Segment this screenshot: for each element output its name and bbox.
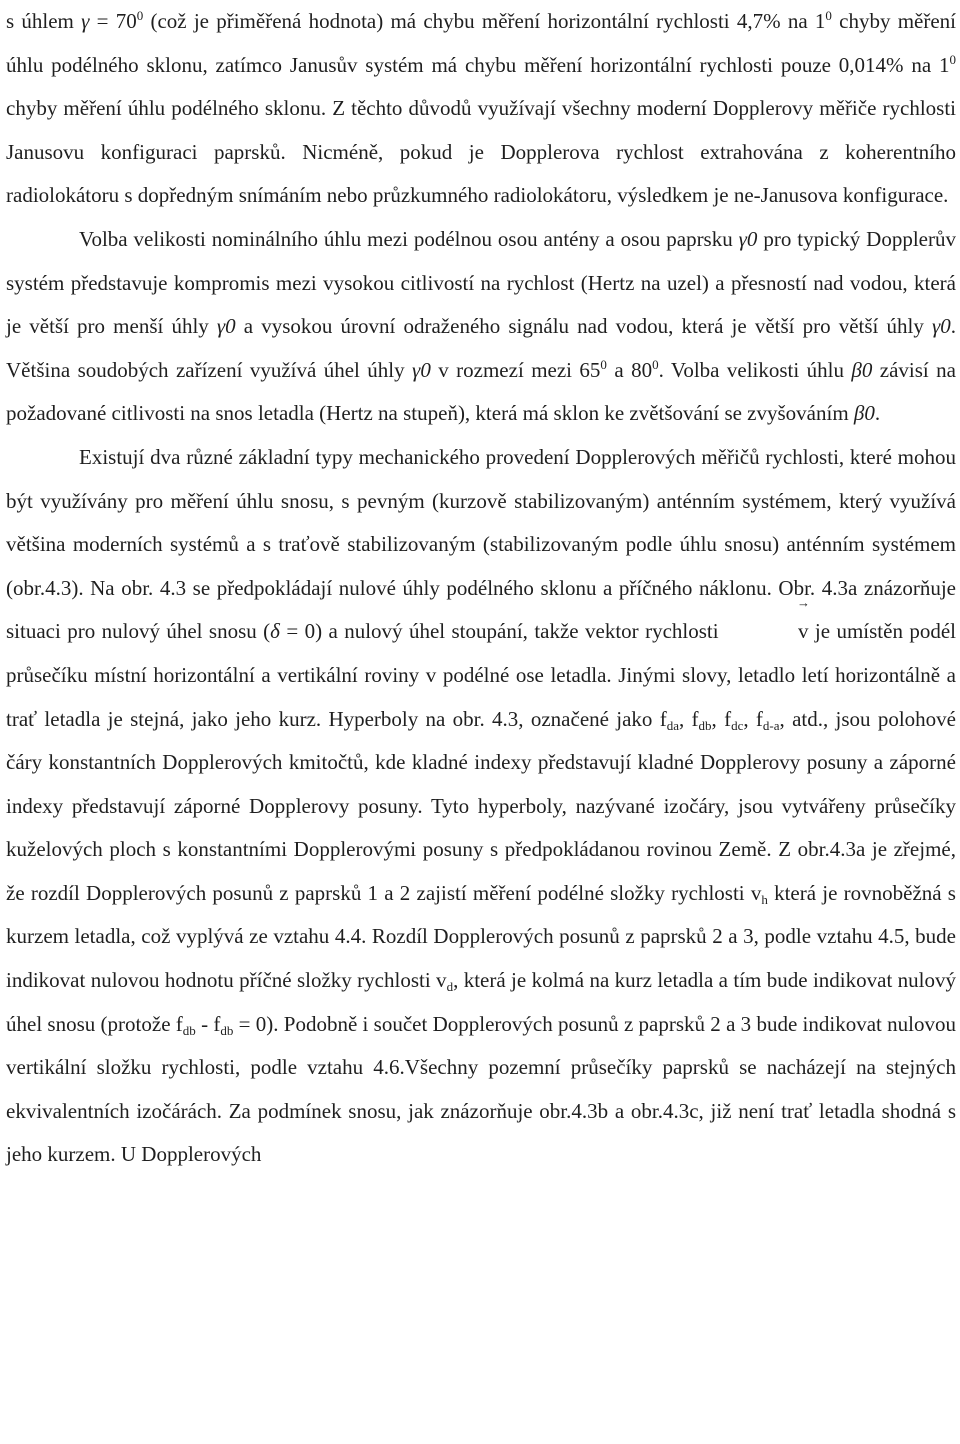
delta-symbol: δ bbox=[270, 619, 280, 644]
paragraph-beam-angle: Volba velikosti nominálního úhlu mezi podélnou osou antény a osou paprsku γ0 pro typický Dopplerův systém představuje kompromis mezi vysokou citlivostí na rychlost (Hertz na uzel) a přesností nad vodou, která je větší pro menší úhly γ0 a vysokou úrovní odraženého signálu nad vodou, která je větší pro větší úhly γ0. Většina soudobých zařízení využívá úhel úhly γ0 v rozmezí mezi $65^0$ a $80^0$. Volba velikosti úhlu β0 závisí na požadované citlivosti na snos letadla (Hertz na stupeň), která má sklon ke zvětšování se zvyšováním β0. bbox=[6, 226, 956, 426]
document-page bbox=[6, 0, 956, 1177]
gamma0-symbol: γ0 bbox=[216, 314, 236, 339]
paragraph-janus-accuracy: s úhlem $\gamma = 70^0$ (což je přiměřená hodnota) má chybu měření horizontální rychlosti 4,7% na $1^0$ chyby měření úhlu podélného sklonu, zatímco Janusův systém má chybu měření horizontální rychlosti pouze 0,014% na $1^0$ chyby měření úhlu podélného sklonu. Z těchto důvodů využívají všechny moderní Dopplerovy měřiče rychlosti Janusovu konfiguraci paprsků. Nicméně, pokud je Dopplerova rychlost extrahována z koherentního radiolokátoru s dopředným snímáním nebo průzkumného radiolokátoru, výsledkem je ne-Janusova konfigurace. bbox=[6, 8, 956, 208]
gamma-symbol: γ bbox=[81, 9, 90, 33]
paragraph-antenna-types: Existují dva různé základní typy mechanického provedení Dopplerových měřičů rychlosti, které mohou být využívány pro měření úhlu snosu, s pevným (kurzově stabilizovaným) anténním systémem, který využívá většina moderních systémů a s traťově stabilizovaným (stabilizovaným podle úhlu snosu) anténním systémem (obr.4.3). Na obr. 4.3 se předpokládají nulové úhly podélného sklonu a příčného náklonu. Obr. 4.3a znázorňuje situaci pro nulový úhel snosu (δ = 0) a nulový úhel stoupání, takže vektor rychlosti → v je umístěn podél průsečíku místní horizontální a vertikální roviny v podélné ose letadla. Jinými slovy, letadlo letí horizontálně a trať letadla je stejná, jako jeho kurz. Hyperboly na obr. 4.3, označené jako $f_{da}$, $f_{db}$, $f_{dc}$, $f_{d-a}$, atd., jsou polohové čáry konstantních Dopplerových kmitočtů, kde kladné indexy představují kladné Dopplerovy posuny a záporné indexy představují záporné Dopplerovy posuny. Tyto hyperboly, nazývané izočáry, jsou vytvářeny průsečíky kuželových ploch s konstantními Dopplerovými posuny s předpokládanou rovinou Země. Z obr.4.3a je zřejmé, že rozdíl Dopplerových posunů z paprsků 1 a 2 zajistí měření podélné složky rychlosti $v_h$ která je rovnoběžná s kurzem letadla, což vyplývá ze vztahu 4.4. Rozdíl Dopplerových posunů z paprsků 2 a 3, podle vztahu 4.5, bude indikovat nulovou hodnotu příčné složky rychlosti $v_d$, která je kolmá na kurz letadla a tím bude indikovat nulový úhel snosu (protože $f_{db} - f_{db} = 0$). Podobně i součet Dopplerových posunů z paprsků 2 a 3 bude indikovat nulovou vertikální složku rychlosti, podle vztahu 4.6.Všechny pozemní průsečíky paprsků se nacházejí na stejných ekvivalentních izočárách. Za podmínek snosu, jak znázorňuje obr.4.3b a obr.4.3c, již není trať letadla shodná s jeho kurzem. U Dopplerových bbox=[6, 436, 956, 1177]
gamma0-symbol: γ0 bbox=[738, 226, 758, 251]
beta0-symbol: β0 bbox=[851, 357, 873, 382]
beta0-symbol: β0 bbox=[853, 401, 875, 426]
gamma0-symbol: γ0 bbox=[931, 314, 951, 339]
gamma0-symbol: γ0 bbox=[412, 357, 431, 382]
velocity-vector-symbol: → v bbox=[725, 610, 809, 654]
